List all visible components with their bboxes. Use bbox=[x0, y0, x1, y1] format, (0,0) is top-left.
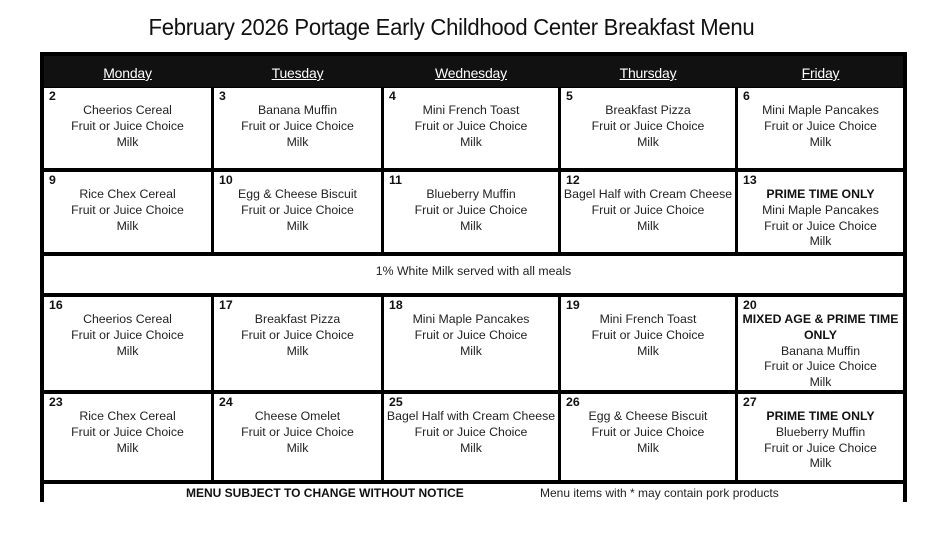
day-number: 11 bbox=[389, 173, 402, 187]
menu-item: Fruit or Juice Choice bbox=[71, 118, 184, 133]
menu-item: Fruit or Juice Choice bbox=[241, 327, 354, 342]
menu-item: Fruit or Juice Choice bbox=[591, 424, 705, 439]
header-tuesday: Tuesday bbox=[271, 65, 324, 81]
menu-item: Breakfast Pizza bbox=[254, 312, 341, 326]
change-disclaimer: MENU SUBJECT TO CHANGE WITHOUT NOTICE bbox=[186, 486, 464, 500]
day-cell bbox=[384, 172, 558, 252]
day-number: 26 bbox=[566, 395, 580, 409]
day-cell bbox=[214, 297, 381, 390]
day-cell bbox=[561, 297, 735, 390]
menu-item: Milk bbox=[286, 440, 309, 455]
group-restriction-note: MIXED AGE & PRIME TIME bbox=[742, 312, 899, 326]
menu-item: Blueberry Muffin bbox=[775, 424, 866, 439]
menu-item: Fruit or Juice Choice bbox=[241, 424, 354, 439]
day-number: 20 bbox=[743, 298, 757, 312]
day-cell bbox=[214, 172, 381, 252]
day-number: 13 bbox=[743, 173, 757, 187]
menu-item: Egg & Cheese Biscuit bbox=[238, 187, 357, 201]
menu-item: Milk bbox=[637, 343, 659, 358]
day-number: 4 bbox=[389, 89, 396, 103]
menu-item: Milk bbox=[809, 456, 832, 471]
group-restriction-note: ONLY bbox=[803, 327, 838, 342]
menu-item: Milk bbox=[637, 440, 659, 455]
menu-item: Mini Maple Pancakes bbox=[762, 103, 879, 117]
day-number: 10 bbox=[219, 173, 233, 187]
menu-item: Rice Chex Cereal bbox=[79, 409, 176, 423]
menu-calendar bbox=[40, 52, 907, 502]
day-cell bbox=[384, 394, 558, 480]
menu-item: Milk bbox=[116, 343, 139, 358]
day-number: 24 bbox=[219, 395, 233, 409]
day-cell bbox=[44, 297, 211, 390]
day-cell bbox=[561, 394, 735, 480]
menu-item: Milk bbox=[809, 134, 832, 149]
header-monday: Monday bbox=[103, 65, 152, 81]
day-number: 6 bbox=[743, 89, 750, 103]
day-cell bbox=[384, 297, 558, 390]
menu-item: Milk bbox=[460, 343, 482, 358]
day-number: 17 bbox=[219, 298, 233, 312]
day-number: 9 bbox=[49, 173, 56, 187]
day-cell bbox=[44, 88, 211, 168]
menu-item: Fruit or Juice Choice bbox=[764, 118, 877, 133]
menu-item: Fruit or Juice Choice bbox=[71, 424, 184, 439]
menu-item: Fruit or Juice Choice bbox=[764, 359, 877, 374]
day-number: 3 bbox=[219, 89, 226, 103]
day-cell bbox=[738, 88, 903, 168]
menu-item: Fruit or Juice Choice bbox=[71, 202, 184, 217]
group-restriction-note: PRIME TIME ONLY bbox=[766, 187, 875, 201]
page-title: February 2026 Portage Early Childhood Center Breakfast Menu bbox=[148, 14, 755, 40]
menu-item: Mini French Toast bbox=[422, 103, 520, 117]
menu-item: Milk bbox=[286, 134, 309, 149]
menu-item: Milk bbox=[116, 218, 139, 233]
footer-row bbox=[44, 484, 903, 502]
menu-item: Banana Muffin bbox=[780, 343, 861, 358]
day-number: 25 bbox=[389, 395, 403, 409]
menu-item: Cheerios Cereal bbox=[83, 103, 172, 117]
menu-item: Mini Maple Pancakes bbox=[762, 202, 879, 217]
day-number: 23 bbox=[49, 395, 63, 409]
day-cell bbox=[214, 394, 381, 480]
menu-item: Fruit or Juice Choice bbox=[414, 118, 528, 133]
day-cell bbox=[738, 172, 903, 252]
menu-item: Cheerios Cereal bbox=[83, 312, 172, 326]
menu-item: Bagel Half with Cream Cheese bbox=[386, 409, 556, 423]
pork-note: Menu items with * may contain pork products bbox=[540, 486, 779, 500]
menu-item: Fruit or Juice Choice bbox=[414, 202, 528, 217]
menu-item: Fruit or Juice Choice bbox=[414, 424, 528, 439]
day-cell bbox=[44, 394, 211, 480]
day-number: 27 bbox=[743, 395, 757, 409]
menu-item: Milk bbox=[286, 343, 309, 358]
header-thursday: Thursday bbox=[619, 65, 677, 81]
menu-item: Milk bbox=[116, 440, 139, 455]
menu-item: Milk bbox=[460, 440, 482, 455]
menu-item: Fruit or Juice Choice bbox=[591, 327, 705, 342]
menu-item: Milk bbox=[809, 375, 832, 390]
group-restriction-note: PRIME TIME ONLY bbox=[766, 409, 875, 423]
day-cell bbox=[561, 172, 735, 252]
day-number: 18 bbox=[389, 298, 403, 312]
menu-item: Fruit or Juice Choice bbox=[414, 327, 528, 342]
menu-item: Blueberry Muffin bbox=[426, 187, 516, 201]
day-number: 2 bbox=[49, 89, 56, 103]
menu-item: Milk bbox=[637, 134, 659, 149]
menu-item: Fruit or Juice Choice bbox=[71, 327, 184, 342]
day-cell bbox=[214, 88, 381, 168]
day-cell bbox=[44, 172, 211, 252]
menu-item: Breakfast Pizza bbox=[605, 103, 691, 117]
day-number: 5 bbox=[566, 89, 573, 103]
menu-item: Milk bbox=[809, 234, 832, 249]
day-cell bbox=[738, 394, 903, 480]
menu-item: Banana Muffin bbox=[257, 103, 338, 117]
menu-item: Bagel Half with Cream Cheese bbox=[563, 187, 733, 201]
weekday-header-row bbox=[44, 56, 903, 87]
menu-item: Mini Maple Pancakes bbox=[412, 312, 530, 326]
menu-item: Fruit or Juice Choice bbox=[241, 202, 354, 217]
menu-item: Fruit or Juice Choice bbox=[764, 440, 877, 455]
menu-item: Milk bbox=[116, 134, 139, 149]
milk-note: 1% White Milk served with all meals bbox=[44, 256, 903, 293]
menu-item: Milk bbox=[460, 134, 482, 149]
menu-item: Cheese Omelet bbox=[254, 409, 341, 423]
menu-item: Mini French Toast bbox=[599, 312, 697, 326]
day-number: 19 bbox=[566, 298, 580, 312]
day-cell bbox=[738, 297, 903, 390]
day-number: 16 bbox=[49, 298, 63, 312]
header-wednesday: Wednesday bbox=[435, 65, 507, 81]
menu-item: Rice Chex Cereal bbox=[79, 187, 176, 201]
day-number: 12 bbox=[566, 173, 580, 187]
menu-item: Egg & Cheese Biscuit bbox=[588, 409, 708, 423]
day-cell bbox=[561, 88, 735, 168]
menu-item: Milk bbox=[286, 218, 309, 233]
menu-item: Fruit or Juice Choice bbox=[591, 202, 705, 217]
menu-item: Fruit or Juice Choice bbox=[241, 118, 354, 133]
menu-item: Milk bbox=[637, 218, 659, 233]
header-friday: Friday bbox=[801, 65, 840, 81]
menu-item: Fruit or Juice Choice bbox=[764, 218, 877, 233]
menu-item: Milk bbox=[460, 218, 482, 233]
day-cell bbox=[384, 88, 558, 168]
menu-item: Fruit or Juice Choice bbox=[591, 118, 705, 133]
